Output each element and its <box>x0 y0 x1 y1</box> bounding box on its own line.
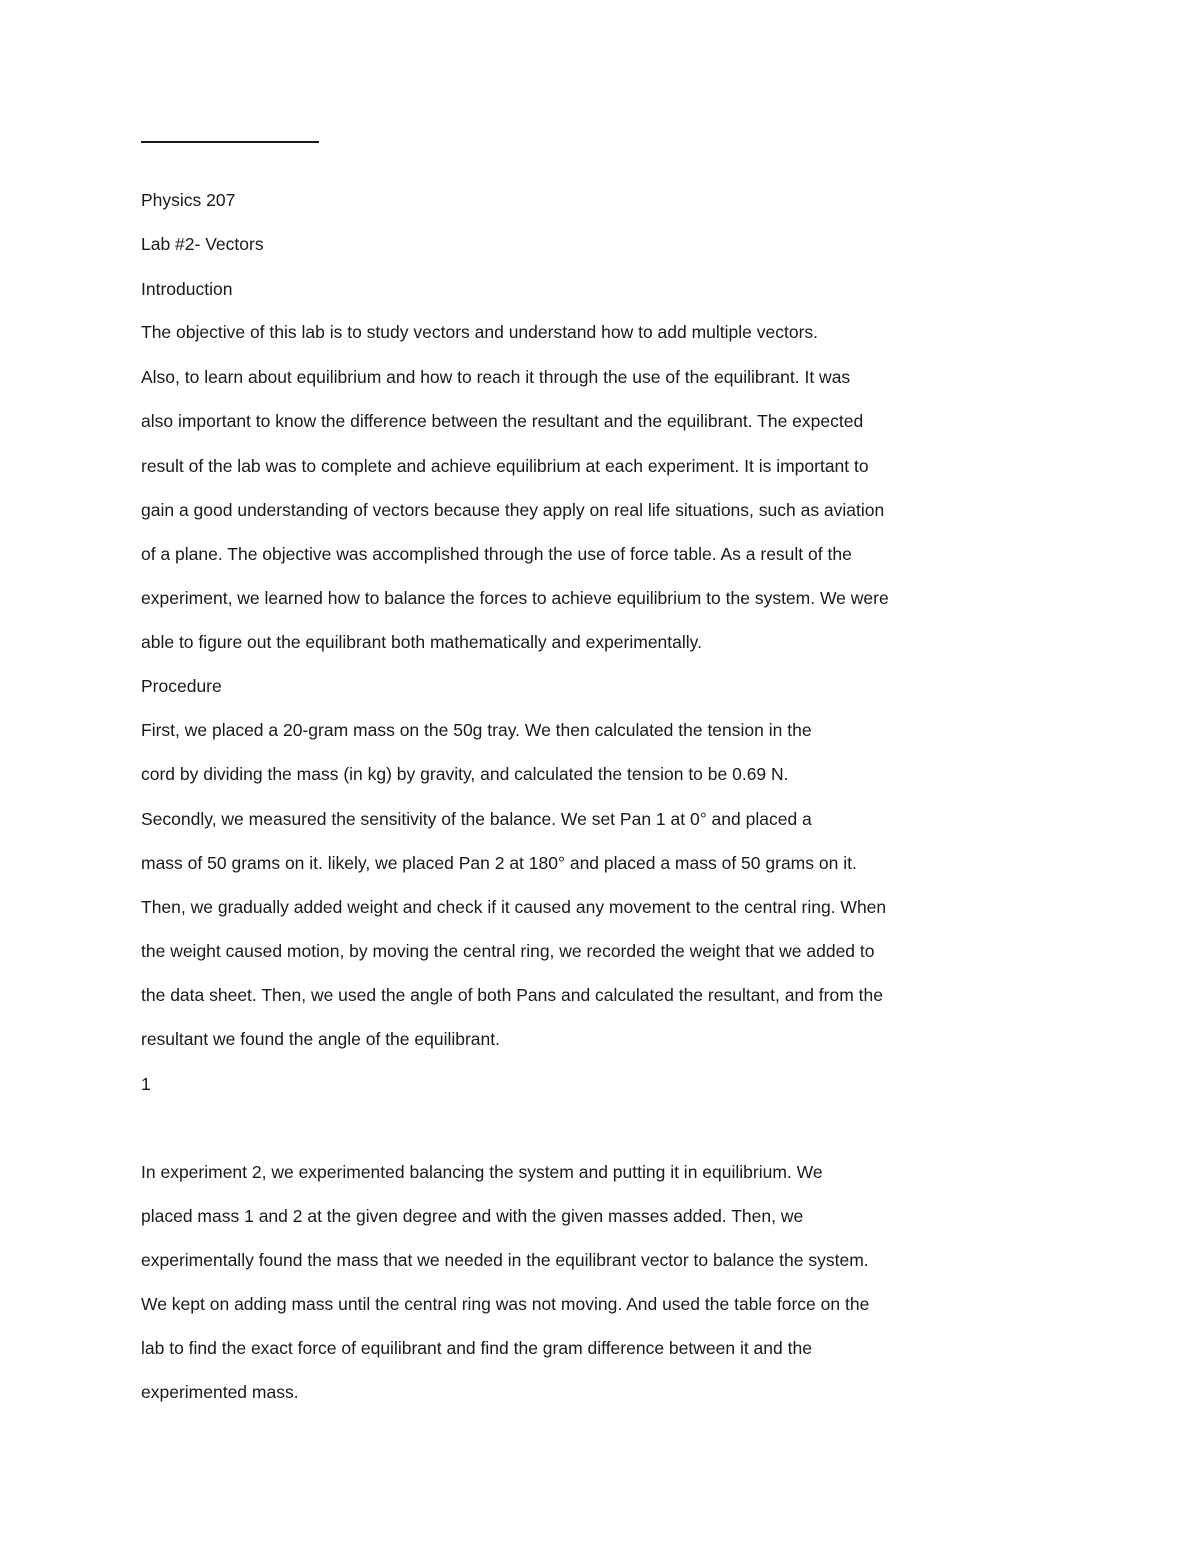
course-title: Physics 207 <box>141 190 236 210</box>
lab-title: Lab #2- Vectors <box>141 234 264 254</box>
page-number: 1 <box>141 1074 151 1094</box>
body-line: the weight caused motion, by moving the central ring, we recorded the weight that we added to <box>141 941 875 961</box>
body-line: result of the lab was to complete and achieve equilibrium at each experiment. It is important to <box>141 456 869 476</box>
body-line: Then, we gradually added weight and check if it caused any movement to the central ring. When <box>141 897 887 917</box>
body-line: Also, to learn about equilibrium and how to reach it through the use of the equilibrant. It was <box>141 367 851 387</box>
body-line: Secondly, we measured the sensitivity of the balance. We set Pan 1 at 0° and placed a <box>141 809 812 829</box>
body-line: the data sheet. Then, we used the angle of both Pans and calculated the resultant, and from the <box>141 985 883 1005</box>
body-line: The objective of this lab is to study vectors and understand how to add multiple vectors. <box>141 322 819 342</box>
body-line: In experiment 2, we experimented balancing the system and putting it in equilibrium. We <box>141 1162 823 1182</box>
header-rule <box>141 141 319 143</box>
body-line: experimentally found the mass that we needed in the equilibrant vector to balance the system. <box>141 1250 869 1270</box>
body-line: mass of 50 grams on it. likely, we placed Pan 2 at 180° and placed a mass of 50 grams on it. <box>141 853 857 873</box>
section-heading-introduction: Introduction <box>141 279 233 299</box>
body-line: lab to find the exact force of equilibrant and find the gram difference between it and the <box>141 1338 812 1358</box>
body-line: We kept on adding mass until the central ring was not moving. And used the table force on the <box>141 1294 870 1314</box>
section-heading-procedure: Procedure <box>141 676 222 696</box>
body-line: resultant we found the angle of the equilibrant. <box>141 1029 500 1049</box>
body-line: gain a good understanding of vectors because they apply on real life situations, such as aviation <box>141 500 885 520</box>
body-line: also important to know the difference between the resultant and the equilibrant. The expected <box>141 411 864 431</box>
body-line: able to figure out the equilibrant both mathematically and experimentally. <box>141 632 702 652</box>
body-line: First, we placed a 20-gram mass on the 50g tray. We then calculated the tension in the <box>141 720 812 740</box>
body-line: experiment, we learned how to balance the forces to achieve equilibrium to the system. We were <box>141 588 889 608</box>
body-line: placed mass 1 and 2 at the given degree and with the given masses added. Then, we <box>141 1206 804 1226</box>
body-line: experimented mass. <box>141 1382 299 1402</box>
body-line: of a plane. The objective was accomplished through the use of force table. As a result of the <box>141 544 852 564</box>
body-line: cord by dividing the mass (in kg) by gravity, and calculated the tension to be 0.69 N. <box>141 764 789 784</box>
